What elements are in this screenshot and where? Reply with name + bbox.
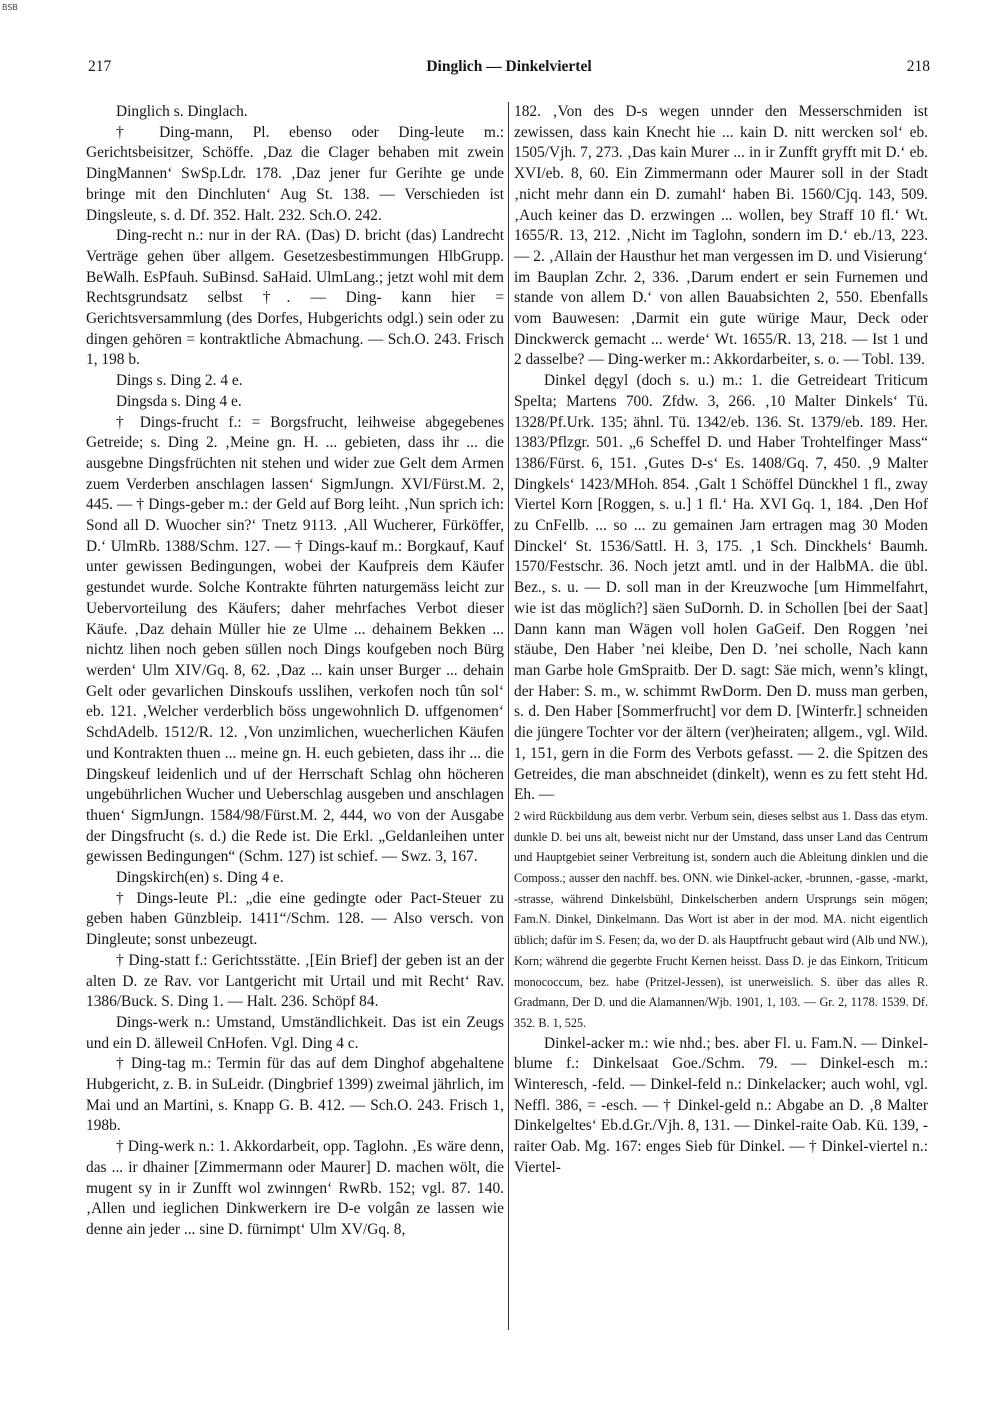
column-divider [508, 102, 509, 1330]
entry-paragraph: Dings s. Ding 2. 4 e. [116, 372, 243, 390]
entry-paragraph: † Ding-mann, Pl. ebenso oder Ding-leute m.: Gerichtsbeisitzer, Schöffe. ‚Daz die Clager behaben mit zwein DingMannen‘ SwSp.Ldr. 178. ‚Daz jener fur Gerihte ge unde bringe mit den Dinchluten‘ Aug St. 138. — Verschieden ist Dingsleute, s. d. Df. 352. Halt. 232. Sch.O. 242. [86, 123, 504, 224]
left-column [86, 102, 504, 1392]
entry-paragraph: 182. ‚Von des D-s wegen unnder den Messerschmiden ist zewissen, dass kain Knecht hie ... kain D. nitt wercken sol‘ eb. 1505/Vjh. 7, 273. ‚Das kain Murer ... in ir Zunfft gryfft mit D.‘ eb. XVI/eb. 8, 60. Ein Zimmermann oder Maurer soll in der Stadt ‚nicht mehr dann ein D. zumahl‘ haben Bi. 1560/Cjq. 143, 509. ‚Auch keiner das D. erzwingen ... wollen, bey Straff 10 fl.‘ Wt. 1655/R. 13, 212. ‚Nicht im Taglohn, sondern im D.‘ eb./13, 223. — 2. ‚Allain der Hausthur het man vergessen im D. und Visierung‘ im Bauplan Zchr. 2, 336. ‚Darum endert er sein Furnemen und stande von allem D.‘ von allen Bauabsichten 2, 550. Ebenfalls vom Bauwesen: ‚Darmit ein gute würige Maur, Deck oder Dinckwerck gemacht ... werde‘ Wt. 1655/R. 13, 218. — Ist 1 und 2 dasselbe? — Ding-werker m.: Akkordarbeiter, s. o. — Tobl. 139. [514, 103, 928, 369]
entry-paragraph: Dinkel-acker m.: wie nhd.; bes. aber Fl. u. Fam.N. — Dinkel-blume f.: Dinkelsaat Goe./Schm. 79. — Dinkel-esch m.: Winteresch, -feld. — Dinkel-feld n.: Dinkelacker; auch wohl, vgl. Neffl. 386, = -esch. — † Dinkel-geld n.: Abgabe an D. ‚8 Malter Dinkelgeltes‘ Eb.d.Gr./Vjh. 8, 131. — Dinkel-raite Oab. Kü. 139, -raiter Oab. Mg. 167: enges Sieb für Dinkel. — † Dinkel-viertel n.: Viertel- [514, 1034, 928, 1176]
library-stamp: BSB [2, 3, 18, 12]
entry-paragraph: Dingsda s. Ding 4 e. [116, 392, 242, 410]
page-number-left: 217 [88, 58, 112, 75]
entry-paragraph: Ding-recht n.: nur in der RA. (Das) D. bricht (das) Landrecht Verträge gehen über allgem. Gesetzesbestimmungen HlbGrupp. BeWalh. EsPfauh. SuBinsd. SaHaid. UlmLang.; jetzt wohl mit dem Rechtsgrundsatz selbst †. — Ding- kann hier = Gerichtsversammlung (des Dorfes, Hubgerichts odgl.) sein oder zu dingen gehören = kontraktliche Abmachung. — Sch.O. 243. Frisch 1, 198 b. [86, 227, 504, 369]
entry-paragraph: † Ding-statt f.: Gerichtsstätte. ‚[Ein Brief] der geben ist an der alten D. ze Rav. vor Lantgericht mit Urtail und mit Recht‘ Rav. 1386/Buck. S. Ding 1. — Halt. 236. Schöpf 84. [86, 951, 504, 1011]
entry-paragraph: † Ding-werk n.: 1. Akkordarbeit, opp. Taglohn. ‚Es wäre denn, das ... ir dhainer [Zimmermann oder Maurer] D. machen wölt, die mugent sy in ir Zunfft wol zwinngen‘ RwRb. 152; vgl. 87. 140. ‚Allen und ieglichen Dinkwerkern ire D-e volgân ze lassen wie denne ain jeder ... sine D. fürnimpt‘ Ulm XV/Gq. 8, [86, 1138, 504, 1238]
entry-paragraph: Dings-werk n.: Umstand, Umständlichkeit. Das ist ein Zeugs und ein D. älleweil CnHofen. Vgl. Ding 4 c. [86, 1013, 504, 1052]
running-title: Dinglich — Dinkelviertel [426, 58, 592, 75]
entry-paragraph: Dinkel dęgyl (doch s. u.) m.: 1. die Getreideart Triticum Spelta; Martens 700. Zfdw. 3, 266. ‚10 Malter Dinkels‘ Tü. 1328/Pf.Urk. 135; ähnl. Tü. 1342/eb. 136. St. 1379/eb. 189. Her. 1383/Pflzgr. 501. „6 Scheffel D. und Haber Trohtelfinger Mass“ 1386/Fürst. 6, 151. ‚Gutes D-s‘ Es. 1408/Gq. 7, 450. ‚9 Malter Dingkels‘ 1423/MHoh. 854. ‚Galt 1 Schöffel Dünckhel 1 fl., zway Viertel Korn [Roggen, s. u.] 1 fl.‘ Ha. XVI Gq. 1, 184. ‚Den Hof zu CnFellb. ... so ... zu gemainen Jarn ertragen mag 30 Moden Dinckel‘ St. 1536/Sattl. H. 3, 175. ‚1 Sch. Dinckhels‘ Baumh. 1570/Festschr. 36. Noch jetzt amtl. und in der HalbMA. die übl. Bez., s. u. — D. soll man in der Kreuzwoche [um Himmelfahrt, wie ist das möglich?] säen SuDornh. D. in Schollen [bei der Saat] Dann kann man Wägen voll holen GaGeif. Den Roggen ’nei stäube, Den Haber ’nei kleibe, Den D. ’nei scholle, Nach kann man Garbe hole GmSpraitb. Der D. sagt: Säe mich, wenn’s klingt, der Haber: S. m., w. schimmt RwDorm. Den D. muss man gerben, s. d. Den Haber [Sommerfrucht] vor dem D. [Winterfr.] schneiden die jüngere Tochter vor der ältern (ver)heiraten; allgem., vgl. Wild. 1, 151, gern in die Form des Verbots gefasst. — 2. die Spitzen des Getreides, die man abschneidet (dinkelt), wenn es zu fett steht Hd. Eh. — [514, 372, 928, 804]
entry-paragraph: † Dings-frucht f.: = Borgsfrucht, leihweise abgegebenes Getreide; s. Ding 2. ‚Meine gn. H. ... gebieten, dass ihr ... die ausgebne Dingsfrüchten nit stehen und wider zue Gelt dem Armen zuem Verderben anschlagen lassen‘ SigmJungn. XVI/Fürst.M. 2, 445. — † Dings-geber m.: der Geld auf Borg leiht. ‚Nun sprich ich: Sond all D. Wuocher sin?‘ Tnetz 9113. ‚All Wucherer, Fürköffer, D.‘ UlmRb. 1388/Schm. 127. — † Dings-kauf m.: Borgkauf, Kauf unter gewissen Bedingungen, wobei der Kaufpreis dem Käufer gestundet wurde. Solche Kontrakte führten naturgemäss leicht zur Uebervorteilung des Käufers; daher mehrfaches Verbot dieser Käufe. ‚Daz dehain Müller hie ze Ulme ... dehainem Bekken ... nichtz lihen noch geben süllen noch Dings koufgeben noch Bürg werden‘ Ulm XIV/Gq. 8, 62. ‚Daz ... kain unser Burger ... dehain Gelt oder gevarlichen Dinskoufs usslihen, verkofen noch tûn sol‘ eb. 121. ‚Welcher verderblich böss ungewohnlich D. uffgenomen‘ SchdAdelb. 1512/R. 12. ‚Von unzimlichen, wuecherlichen Käufen und Kontrakten thuen ... meine gn. H. euch gebieten, dass ihr ... die Dingskeuf leidenlich und uf der Herrschaft Schlag ohn höcheren ungebührlichen Wucher und Ueberschlag ausgeben und anschlagen thuen‘ SigmJungn. 1584/98/Fürst.M. 2, 444, wo von der Ausgabe der Dingsfrucht (s. d.) die Rede ist. Die Erkl. „Geldanleihen unter gewissen Bedingungen“ (Schm. 127) ist schief. — Swz. 3, 167. [86, 413, 504, 866]
right-column [514, 102, 928, 1392]
entry-paragraph: † Dings-leute Pl.: „die eine gedingte oder Pact-Steuer zu geben haben Günzbleip. 1411“/Schm. 128. — Also versch. von Dingleute; sonst unbezeugt. [86, 889, 504, 949]
etymology-note: 2 wird Rückbildung aus dem verbr. Verbum sein, dieses selbst aus 1. Dass das etym. dunkle D. bei uns alt, beweist nicht nur der Umstand, dass unser Land das Centrum und Hauptgebiet seiner Verbreitung ist, sondern auch die Ableitung dinklen und die Composs.; ausser den nachff. bes. ONN. wie Dinkel-acker, -brunnen, -gasse, -markt, -strasse, während Dinkelsbühl, Dinkelscherben andern Ursprungs sein mögen; Fam.N. Dinkel, Dinkelmann. Das Wort ist aber in der mod. MA. nicht eigentlich üblich; dafür im S. Fesen; da, wo der D. als Hauptfrucht gebaut wird (Alb und NW.), Korn; während die gegerbte Frucht Kernen heisst. Dass D. je das Einkorn, Triticum monococcum, bez. habe (Pritzel-Jessen), ist unerweislich. S. über das alles R. Gradmann, Der D. und die Alamannen/Wjb. 1901, 1, 103. — Gr. 2, 1178. 1539. Df. 352. B. 1, 525. [514, 808, 928, 1030]
entry-paragraph: Dinglich s. Dinglach. [116, 103, 248, 120]
page-number-right: 218 [906, 58, 930, 75]
page-header [88, 58, 930, 82]
entry-paragraph: † Ding-tag m.: Termin für das auf dem Dinghof abgehaltene Hubgericht, z. B. in SuLeidr. (Dingbrief 1399) zweimal jährlich, im Mai und an Martini, s. Knapp G. B. 412. — Sch.O. 243. Frisch 1, 198b. [86, 1055, 504, 1135]
entry-paragraph: Dingskirch(en) s. Ding 4 e. [116, 869, 284, 887]
